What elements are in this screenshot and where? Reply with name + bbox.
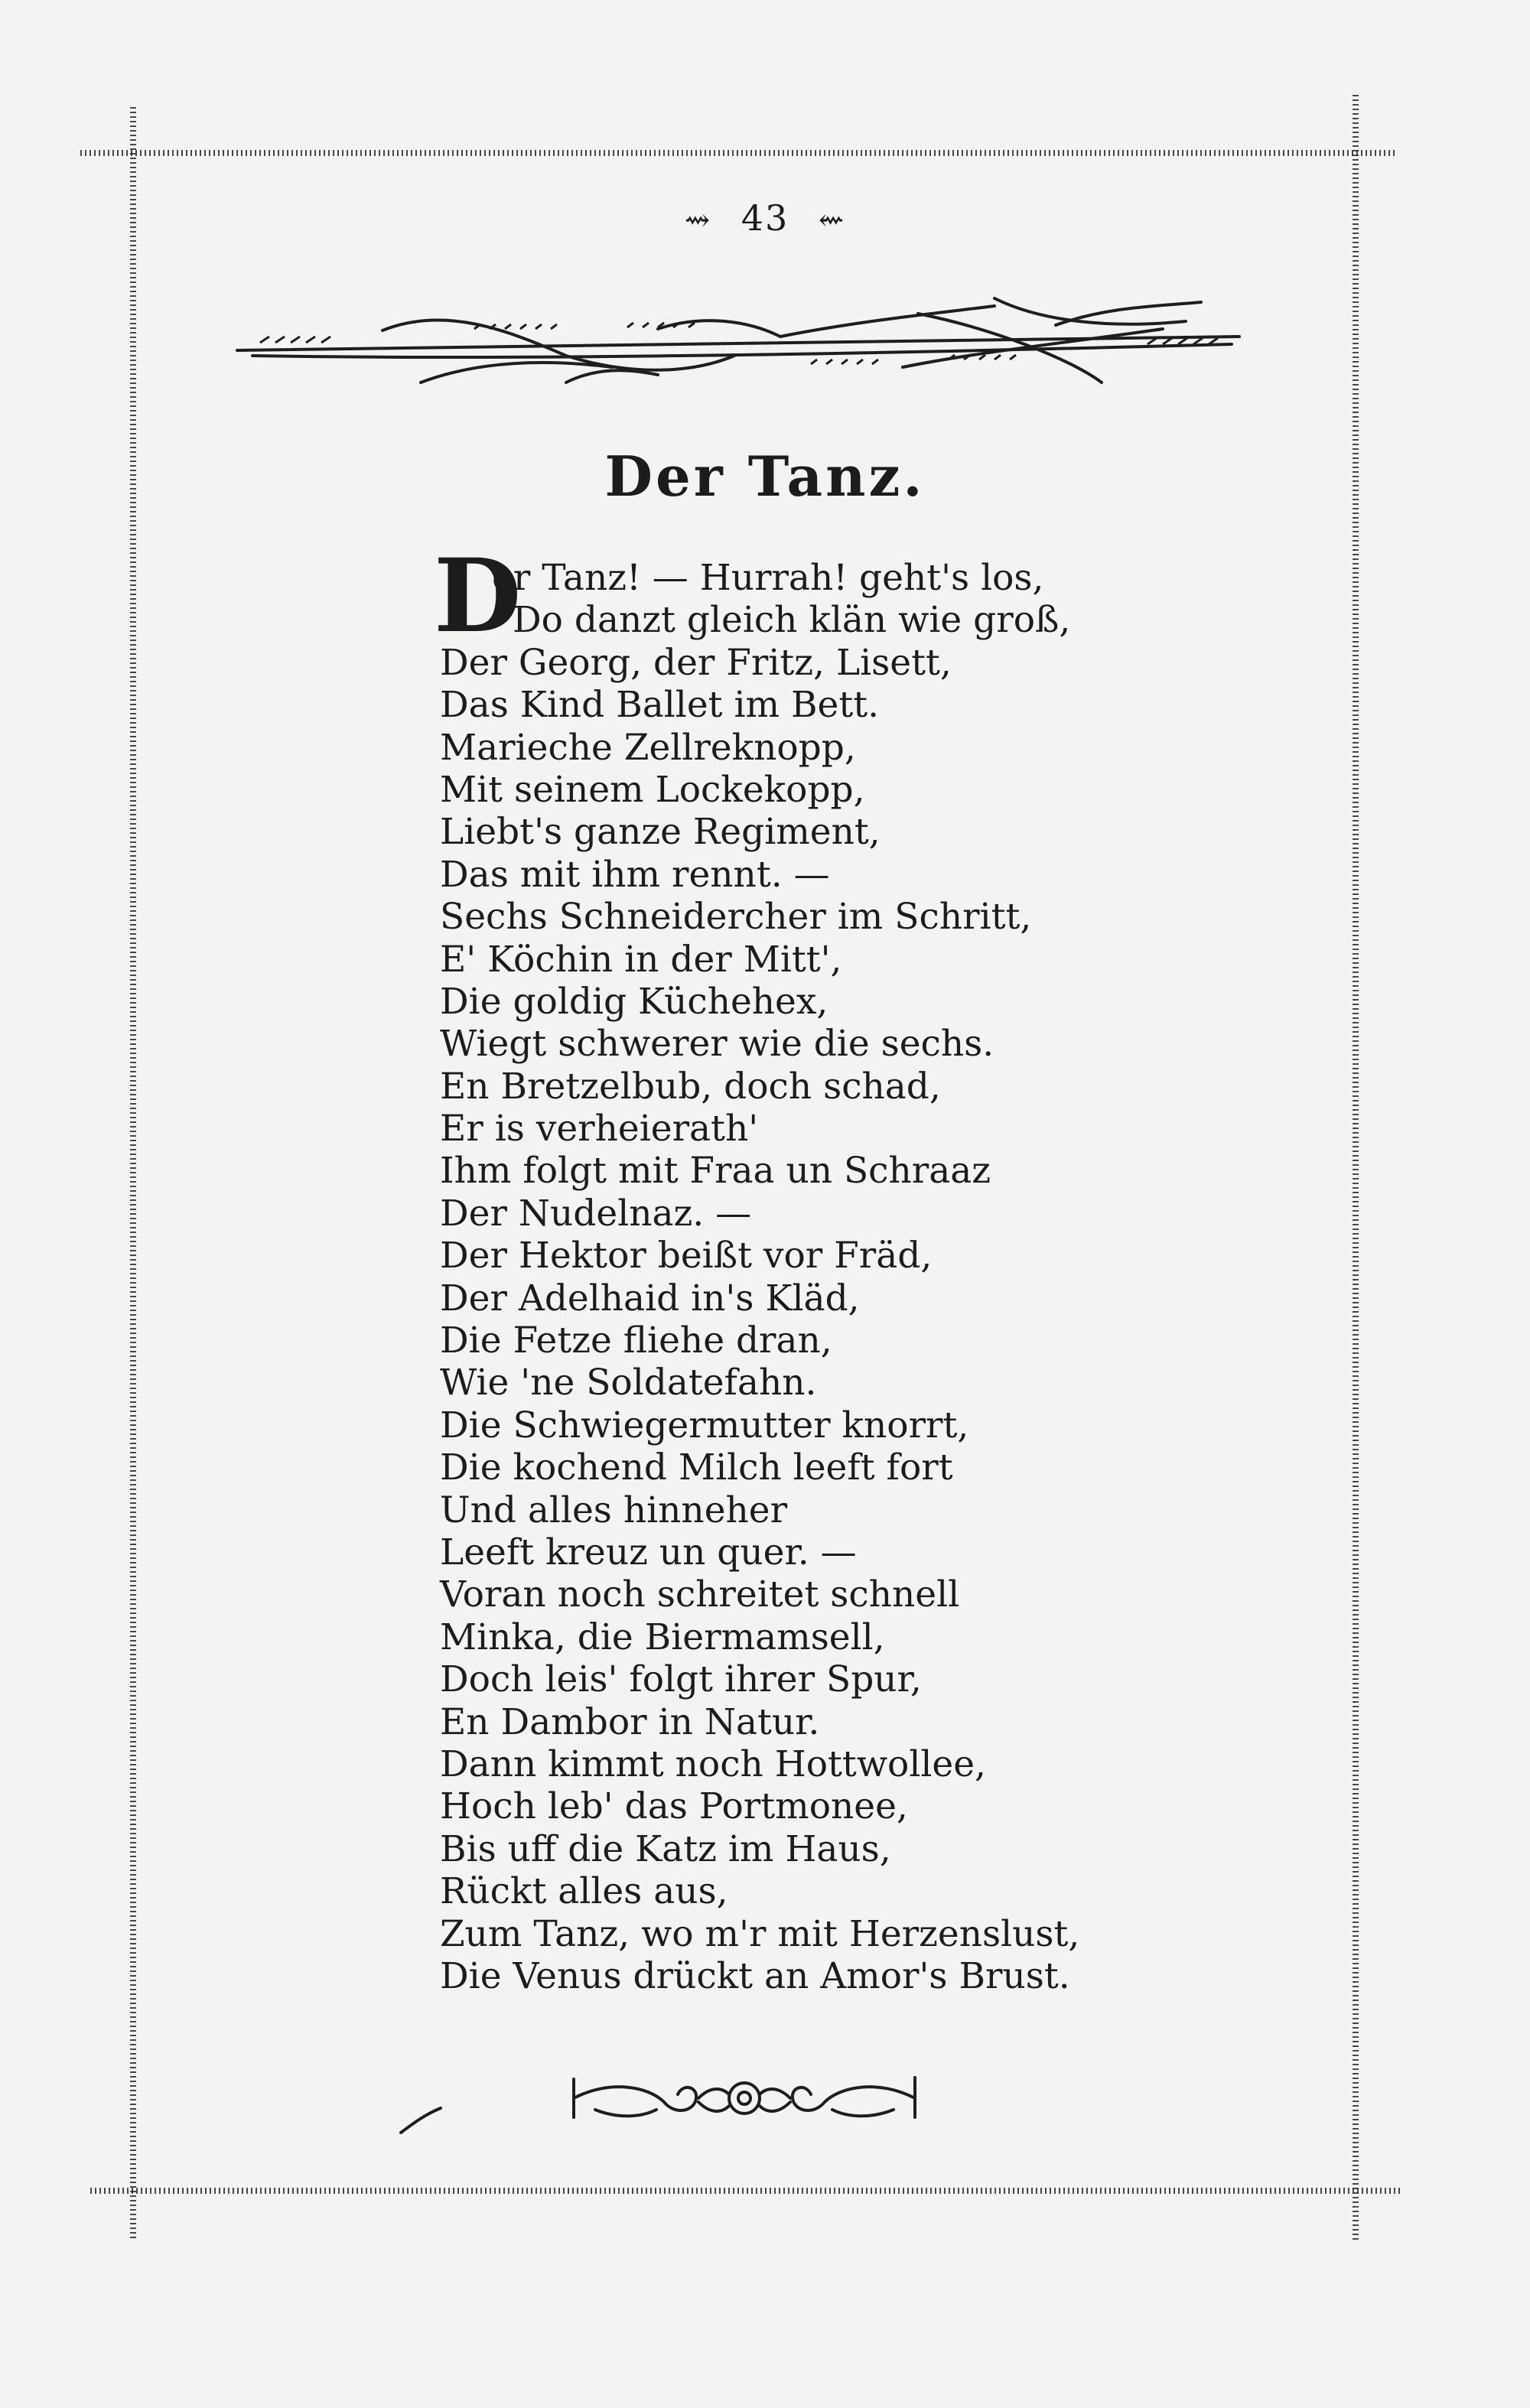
poem-line: Marieche Zellreknopp,	[440, 726, 856, 769]
page-number-right-ornament-icon: ⇜	[818, 203, 846, 238]
right-border-rule	[1353, 95, 1359, 2241]
poem-title: Der Tanz.	[604, 444, 926, 509]
poem-line: Mit seinem Lockekopp,	[440, 768, 865, 811]
poem-line: Wie 'ne Soldatefahn.	[440, 1362, 817, 1404]
poem-line: Ihm folgt mit Fraa un Schraaz	[440, 1150, 991, 1193]
bottom-border-rule	[90, 2188, 1402, 2194]
poem-line: Leeft kreuz un quer. —	[440, 1531, 857, 1573]
poem-line: er Tanz! — Hurrah! geht's los,	[492, 557, 1044, 599]
poem-line: Minka, die Biermamsell,	[440, 1616, 885, 1658]
poem-line: Wiegt schwerer wie die sechs.	[440, 1023, 994, 1066]
poem-line: Der Nudelnaz. —	[440, 1192, 752, 1235]
poem-line: Die goldig Küchehex,	[440, 980, 828, 1023]
page-number-left-ornament-icon: ⇝	[684, 203, 712, 238]
poem-line: Die kochend Milch leeft fort	[440, 1446, 953, 1489]
wheat-vine-ornament-icon	[230, 283, 1255, 398]
poem-line: Zum Tanz, wo m'r mit Herzenslust,	[440, 1912, 1080, 1955]
poem-line: Die Fetze fliehe dran,	[440, 1320, 832, 1362]
poem-line: Die Venus drückt an Amor's Brust.	[440, 1954, 1070, 1997]
poem-line: E' Köchin in der Mitt',	[440, 938, 842, 981]
top-border-rule	[80, 150, 1396, 156]
poem-line: Der Hektor beißt vor Fräd,	[440, 1235, 933, 1277]
poem-line: Die Schwiegermutter knorrt,	[440, 1404, 969, 1446]
stray-mark	[398, 2105, 444, 2136]
scroll-flourish-ornament-icon	[565, 2064, 924, 2133]
poem-line: Sechs Schneidercher im Schritt,	[440, 896, 1032, 939]
poem-line: Dann kimmt noch Hottwollee,	[440, 1743, 986, 1785]
poem-line: Hoch leb' das Portmonee,	[440, 1785, 908, 1828]
poem-line: Voran noch schreitet schnell	[440, 1573, 960, 1616]
poem-line: Das mit ihm rennt. —	[440, 853, 830, 896]
poem-line: Liebt's ganze Regiment,	[440, 811, 881, 854]
poem-line: Doch leis' folgt ihrer Spur,	[440, 1658, 922, 1701]
poem-line: Er is verheierath'	[440, 1108, 759, 1150]
poem-line: Bis uff die Katz im Haus,	[440, 1827, 891, 1870]
left-border-rule	[130, 107, 136, 2241]
drop-cap: D	[434, 537, 522, 656]
poem-line: Der Georg, der Fritz, Lisett,	[440, 641, 952, 684]
poem-line: Rückt alles aus,	[440, 1870, 728, 1913]
poem-line: Do danzt gleich klän wie groß,	[513, 599, 1071, 642]
poem-line: Und alles hinneher	[440, 1489, 788, 1531]
page-number	[0, 197, 1530, 239]
poem-line: En Dambor in Natur.	[440, 1700, 820, 1743]
page-number-value: 43	[741, 197, 789, 239]
poem-line: Das Kind Ballet im Bett.	[440, 684, 880, 727]
poem-line: En Bretzelbub, doch schad,	[440, 1065, 941, 1108]
poem-line: Der Adelhaid in's Kläd,	[440, 1277, 860, 1320]
poem-body	[434, 537, 1098, 1997]
